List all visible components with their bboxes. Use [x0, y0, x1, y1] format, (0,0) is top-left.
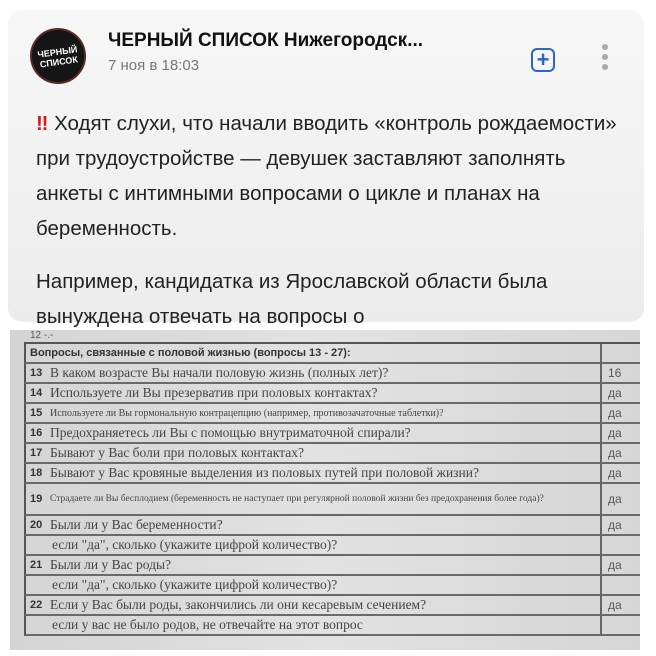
question-text: Если у Вас были роды, закончились ли они кесаревым сечением?	[50, 597, 427, 612]
table-row	[24, 616, 640, 636]
question-text: Предохраняетесь ли Вы с помощью внутриматочной спирали?	[50, 425, 411, 440]
question-cell	[26, 616, 602, 634]
questionnaire-photo	[10, 330, 640, 650]
question-text: Бывают у Вас боли при половых контактах?	[50, 445, 304, 460]
questionnaire-table	[24, 342, 640, 636]
answer-cell: да	[608, 492, 622, 506]
table-row	[24, 464, 640, 484]
table-row	[24, 404, 640, 424]
answer-cell: да	[608, 518, 622, 532]
subscribe-plus-icon[interactable]: +	[531, 48, 555, 72]
question-cell	[26, 384, 602, 402]
table-header-row	[24, 344, 640, 364]
double-exclamation-icon: ‼	[36, 112, 49, 135]
table-row	[24, 384, 640, 404]
question-cell	[26, 516, 602, 534]
answer-cell: да	[608, 598, 622, 612]
page-mark: 12 -.-	[30, 330, 54, 341]
post-paragraph-2: Например, кандидатка из Ярославской области была вынуждена отвечать на вопросы о	[36, 270, 548, 328]
question-cell	[26, 484, 602, 514]
more-options-icon[interactable]	[602, 44, 610, 74]
question-number: 20	[30, 519, 43, 531]
question-number: 17	[30, 447, 43, 459]
question-text: Были ли у Вас роды?	[50, 557, 172, 572]
question-number: 18	[30, 467, 43, 479]
question-cell	[26, 364, 602, 382]
question-cell	[26, 536, 602, 554]
question-cell	[26, 444, 602, 462]
avatar[interactable]: ЧЕРНЫЙ СПИСОК	[26, 24, 89, 87]
table-row	[24, 424, 640, 444]
question-text: если у вас не было родов, не отвечайте на этот вопрос	[52, 617, 363, 632]
question-text: Используете ли Вы гормональную контрацепцию (например, противозачаточные таблетки)?	[50, 407, 444, 419]
table-row	[24, 364, 640, 384]
question-text: В каком возрасте Вы начали половую жизнь (полных лет)?	[50, 365, 389, 380]
table-row	[24, 576, 640, 596]
answer-cell: да	[608, 426, 622, 440]
question-number: 19	[30, 493, 43, 505]
question-cell	[26, 424, 602, 442]
question-text: если "да", сколько (укажите цифрой количество)?	[52, 577, 338, 592]
answer-cell: да	[608, 386, 622, 400]
question-cell	[26, 596, 602, 614]
question-text: если "да", сколько (укажите цифрой количество)?	[52, 537, 338, 552]
paragraph-text: Ходят слухи, что начали вводить «контроль рождаемости» при трудоустройстве — девушек заставляют заполнять анкеты с интимными вопросами о цикле и планах на беременность.	[36, 112, 617, 240]
answer-cell: да	[608, 406, 622, 420]
question-cell	[26, 404, 602, 422]
vk-post-card	[8, 10, 644, 328]
question-text: Бывают у Вас кровяные выделения из половых путей при половой жизни?	[50, 465, 479, 480]
post-paragraph-1	[36, 106, 636, 246]
table-row	[24, 444, 640, 464]
question-number: 13	[30, 367, 43, 379]
question-number: 22	[30, 599, 43, 611]
question-number: 14	[30, 387, 43, 399]
header-text: Вопросы, связанные с половой жизнью (вопросы 13 - 27):	[26, 344, 602, 362]
answer-cell: да	[608, 558, 622, 572]
table-row	[24, 596, 640, 616]
question-text: Используете ли Вы презерватив при половых контактах?	[50, 385, 378, 400]
table-row	[24, 484, 640, 516]
table-row	[24, 516, 640, 536]
answer-cell: да	[608, 446, 622, 460]
community-title[interactable]: ЧЕРНЫЙ СПИСОК Нижегородск...	[108, 30, 424, 51]
table-row	[24, 536, 640, 556]
post-date[interactable]: 7 ноя в 18:03	[108, 57, 200, 74]
question-number: 16	[30, 427, 43, 439]
answer-cell: да	[608, 466, 622, 480]
table-row	[24, 556, 640, 576]
question-number: 21	[30, 559, 43, 571]
question-cell	[26, 556, 602, 574]
question-number: 15	[30, 407, 43, 419]
question-text: Страдаете ли Вы бесплодием (беременность не наступает при регулярной половой жизни без предохранения более года)?	[50, 494, 544, 504]
question-text: Были ли у Вас беременности?	[50, 517, 223, 532]
answer-cell: 16	[608, 366, 622, 380]
question-cell	[26, 464, 602, 482]
question-cell	[26, 576, 602, 594]
